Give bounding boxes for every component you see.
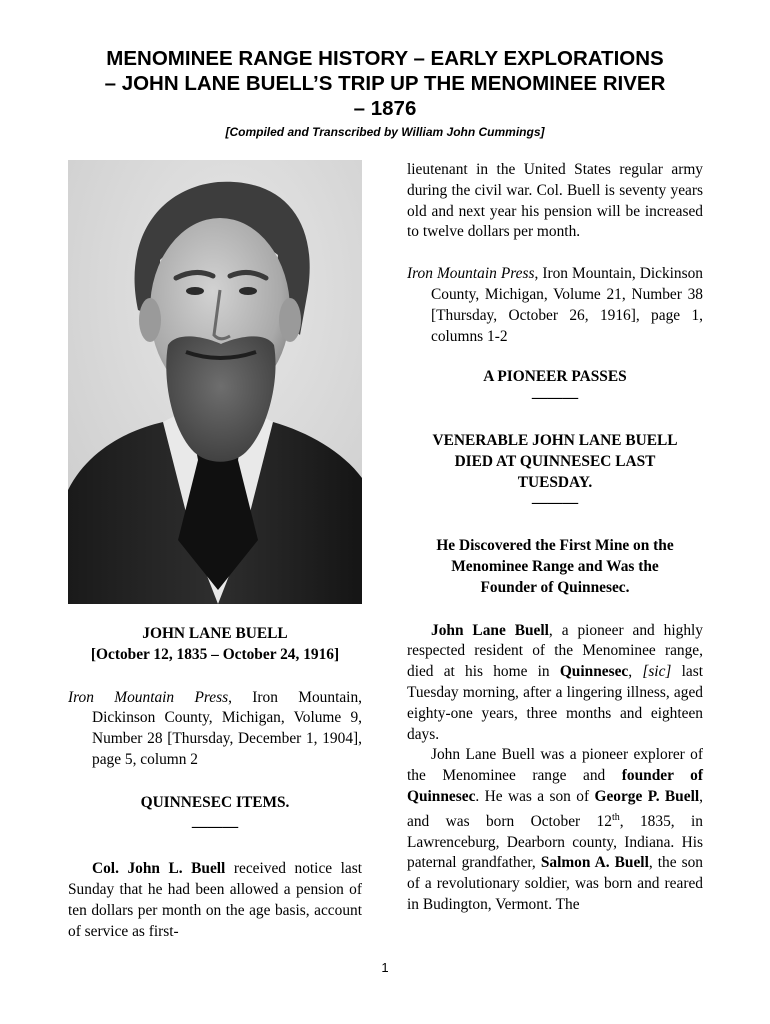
subheadline-line: Founder of Quinnesec.	[480, 578, 630, 596]
paragraph-text: , a pioneer and highly respected resident of the Menominee range, died at his home in	[407, 621, 703, 681]
ordinal-suffix: th	[611, 811, 620, 823]
citation-publication: Iron Mountain Press	[68, 688, 229, 706]
paragraph-text: John Lane Buell was a pioneer explorer of the Menominee range and	[407, 746, 703, 785]
paragraph-continued: lieutenant in the United States regular army during the civil war. Col. Buell is seventy years old and next year his pension will be increased to twelve dollars per month.	[407, 161, 703, 241]
document-title	[40, 46, 730, 121]
subheadline-line: He Discovered the First Mine on the	[436, 537, 674, 555]
compiler-credit: [Compiled and Transcribed by William John Cummings]	[225, 125, 545, 139]
paragraph-pension-notice	[68, 859, 362, 942]
title-line-2: – JOHN LANE BUELL’S TRIP UP THE MENOMINEE RIVER	[104, 72, 666, 95]
headline-venerable	[407, 431, 703, 493]
paragraph-text: , the son of a revolutionary soldier, was born and reared in Budington, Vermont. The	[407, 854, 703, 914]
place-name: Quinnesec	[559, 663, 629, 681]
headline-line: VENERABLE JOHN LANE BUELL	[432, 431, 678, 449]
subheadline-first-mine	[407, 536, 703, 598]
grandfather-name: Salmon A. Buell	[540, 854, 649, 872]
paragraph-obituary-1	[407, 621, 703, 746]
subheadline-line: Menominee Range and Was the	[451, 557, 659, 575]
portrait-image	[68, 160, 362, 604]
portrait-photo	[68, 160, 362, 604]
paragraph-text: last Tuesday morning, after a lingering illness, aged eighty-one years, three months and eighteen days.	[407, 663, 703, 743]
headline-line: DIED AT QUINNESEC LAST	[454, 452, 656, 470]
paragraph-text: . He was a son of	[475, 787, 595, 805]
founder-phrase: founder of Quinnesec	[407, 767, 703, 805]
headline-pioneer-passes: A PIONEER PASSES	[483, 368, 627, 386]
citation-details: , Iron Mountain, Dickinson County, Michigan, Volume 9, Number 28 [Thursday, December 1, 1904], page 5, column 2	[92, 688, 362, 768]
citation-1904	[68, 688, 362, 771]
sic-note: [sic]	[642, 663, 672, 681]
citation-1916	[407, 264, 703, 347]
person-name: John Lane Buell	[431, 621, 549, 639]
separator-text: ,	[628, 663, 643, 681]
title-line-1: MENOMINEE RANGE HISTORY – EARLY EXPLORATIONS	[106, 47, 664, 70]
section-heading-quinnesec-items: QUINNESEC ITEMS.	[140, 793, 290, 811]
photo-caption-name: JOHN LANE BUELL	[142, 625, 288, 642]
page-number: 1	[381, 960, 389, 975]
paragraph-obituary-2	[407, 745, 703, 916]
title-line-3: – 1876	[353, 97, 417, 120]
father-name: George P. Buell	[594, 787, 700, 805]
photo-caption-dates: [October 12, 1835 – October 24, 1916]	[90, 645, 340, 663]
person-name: Col. John L. Buell	[92, 860, 226, 878]
left-column	[68, 624, 362, 943]
paragraph-text: , 1835, in Lawrenceburg, Dearborn county, Indiana. His paternal grandfather,	[407, 812, 703, 872]
paragraph-text: , and was born October 12	[407, 787, 703, 830]
paragraph-text: received notice last Sunday that he had been allowed a pension of ten dollars per month on the age basis, account of service as first-	[68, 860, 363, 940]
citation-publication: Iron Mountain Press	[407, 265, 535, 283]
right-column	[407, 160, 703, 916]
section-divider: ———	[191, 817, 239, 835]
headline-line: TUESDAY.	[517, 473, 593, 491]
section-divider: ———	[531, 494, 579, 512]
section-divider: ———	[531, 389, 579, 407]
citation-details: , Iron Mountain, Dickinson County, Michigan, Volume 21, Number 38 [Thursday, October 26, 1916], page 1, columns 1-2	[431, 265, 703, 345]
